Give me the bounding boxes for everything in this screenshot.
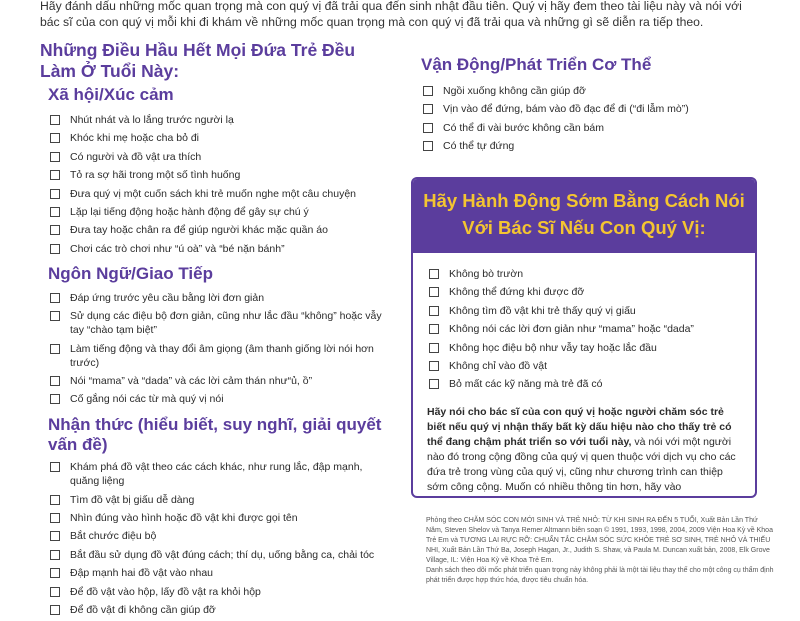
- section-cognitive: [40, 415, 385, 617]
- checklist-item-label: Tỏ ra sợ hãi trong một số tình huống: [70, 169, 241, 182]
- checklist-item: [413, 304, 755, 318]
- checkbox[interactable]: [50, 462, 60, 472]
- checkbox[interactable]: [50, 225, 60, 235]
- section-language-title: Ngôn Ngữ/Giao Tiếp: [48, 263, 213, 283]
- checkbox[interactable]: [50, 495, 60, 505]
- footnote-line-1: Phỏng theo CHĂM SÓC CON MỚI SINH VÀ TRẺ NHỎ: TỪ KHI SINH RA ĐẾN 5 TUỔI, Xuất Bản Lần Thứ Năm, Steven Shelov và Tanya Remer Altmann biên soạn © 1991, 1993, 1998, 2004, 2009 Viện Hoa Kỳ về Khoa Trẻ Em và TƯƠNG LAI RỰC RỠ: CHUẨN TẮC CHĂM SÓC SỨC KHỎE TRẺ SƠ SINH, TRẺ NHỎ VÀ THIẾU NHI, Xuất Bản Lần Thứ Ba, Joseph Hagan, Jr., Judith S. Shaw, và Paula M. Duncan xuất bản, 2008, Elk Grove Village, IL: Viện Hoa Kỳ về Khoa Trẻ Em.: [426, 517, 773, 564]
- checklist-item-label: Cố gắng nói các từ mà quý vị nói: [70, 393, 224, 406]
- checklist-item: [40, 242, 385, 256]
- checklist-item: [413, 359, 755, 373]
- checklist-item-label: Có thể tự đứng: [443, 140, 515, 153]
- checklist-item: [40, 205, 385, 219]
- checklist-item: [40, 460, 385, 488]
- checkbox[interactable]: [50, 293, 60, 303]
- checklist-item-label: Nói “mama” và “dada” và các lời cảm thán như“ủ, ồ”: [70, 374, 313, 387]
- checklist-item-label: Vịn vào để đứng, bám vào đồ đạc để đi (“đi lẫm mò”): [443, 103, 689, 116]
- checklist-item: [40, 603, 385, 617]
- footnote: [426, 516, 776, 586]
- checklist-item: [413, 139, 763, 153]
- checklist-item-label: Đáp ứng trước yêu cầu bằng lời đơn giản: [70, 291, 265, 304]
- act-early-note-mid: [550, 496, 596, 498]
- checklist-item-label: Nhìn đúng vào hình hoặc đồ vật khi được gọi tên: [70, 512, 298, 525]
- checkbox[interactable]: [429, 379, 439, 389]
- checklist-item-label: Không tìm đồ vật khi trẻ thấy quý vị giấu: [449, 304, 636, 317]
- checkbox[interactable]: [429, 306, 439, 316]
- cdc-link[interactable]: [427, 496, 550, 498]
- intro-text: [40, 0, 770, 30]
- checkbox[interactable]: [50, 152, 60, 162]
- checklist-item: [40, 493, 385, 507]
- checklist-item: [413, 341, 755, 355]
- checklist-item: [40, 113, 385, 127]
- checklist-item-label: Không học điệu bộ như vẫy tay hoặc lắc đầu: [449, 341, 657, 354]
- checkbox[interactable]: [50, 344, 60, 354]
- checklist-item-label: Để đồ vật vào hộp, lấy đồ vật ra khỏi hộp: [70, 585, 261, 598]
- checkbox[interactable]: [50, 550, 60, 560]
- checkbox[interactable]: [50, 311, 60, 321]
- cognitive-checklist: [40, 460, 385, 617]
- checkbox[interactable]: [50, 587, 60, 597]
- checkbox[interactable]: [429, 343, 439, 353]
- checkbox[interactable]: [50, 605, 60, 615]
- act-early-checklist: [413, 267, 755, 391]
- checklist-item: [40, 374, 385, 388]
- checklist-item-label: Nhút nhát và lo lắng trước người lạ: [70, 114, 234, 126]
- checkbox[interactable]: [423, 141, 433, 151]
- checklist-item-label: Có người và đồ vật ưa thích: [70, 150, 202, 163]
- checklist-item: [40, 566, 385, 580]
- section-cognitive-title: Nhận thức (hiểu biết, suy nghĩ, giải quyết vấn đề): [48, 415, 382, 455]
- checklist-item: [40, 309, 385, 337]
- checkbox[interactable]: [423, 123, 433, 133]
- checklist-item: [40, 585, 385, 599]
- checklist-item-label: Không bò trườn: [449, 268, 524, 280]
- checklist-item-label: Đưa tay hoặc chân ra để giúp người khác mặc quần áo: [70, 224, 328, 237]
- checklist-item-label: Khóc khi mẹ hoặc cha bỏ đi: [70, 132, 199, 145]
- checkbox[interactable]: [50, 394, 60, 404]
- checklist-item: [40, 150, 385, 164]
- checklist-item-label: Tìm đồ vật bị giấu dễ dàng: [70, 493, 195, 506]
- checkbox[interactable]: [50, 513, 60, 523]
- checklist-item-label: Để đồ vật đi không cần giúp đỡ: [70, 604, 216, 617]
- checkbox[interactable]: [50, 189, 60, 199]
- checklist-item: [40, 548, 385, 562]
- checklist-item: [40, 392, 385, 406]
- checkbox[interactable]: [429, 361, 439, 371]
- checklist-item: [40, 131, 385, 145]
- checklist-item-label: Có thể đi vài bước không cần bám: [443, 121, 605, 134]
- motor-checklist: [413, 84, 763, 153]
- section-social-title: Xã hội/Xúc cảm: [48, 85, 174, 104]
- footnote-line-2: Danh sách theo dõi mốc phát triển quan trọng này không phải là một tài liệu thay thế cho một công cụ thẩm định phát triển được hợp thức hóa, được tiêu chuẩn hóa.: [426, 567, 774, 584]
- checklist-item-label: Không chỉ vào đồ vật: [449, 359, 548, 372]
- checkbox[interactable]: [50, 133, 60, 143]
- checklist-item: [40, 168, 385, 182]
- checkbox[interactable]: [50, 568, 60, 578]
- checkbox[interactable]: [50, 115, 60, 125]
- checklist-item-label: Không nói các lời đơn giản như “mama” hoặc “dada”: [449, 323, 694, 336]
- checklist-item: [40, 223, 385, 237]
- checkbox[interactable]: [429, 287, 439, 297]
- checklist-item-label: Đưa quý vị một cuốn sách khi trẻ muốn nghe một câu chuyện: [70, 187, 357, 200]
- checklist-item-label: Lặp lại tiếng động hoặc hành động để gây sự chú ý: [70, 205, 309, 218]
- checklist-item-label: Không thể đứng khi được đỡ: [449, 286, 585, 299]
- checklist-item: [413, 102, 763, 116]
- checklist-item: [413, 377, 755, 391]
- checkbox[interactable]: [423, 104, 433, 114]
- left-column: [40, 40, 385, 621]
- checkbox[interactable]: [429, 269, 439, 279]
- act-early-heading: Hãy Hành Động Sớm Bằng Cách Nói Với Bác Sĩ Nếu Con Quý Vị:: [413, 179, 755, 253]
- checkbox[interactable]: [50, 531, 60, 541]
- checklist-item: [40, 511, 385, 525]
- checklist-item: [40, 529, 385, 543]
- checklist-item: [413, 322, 755, 336]
- checklist-item-label: Làm tiếng động và thay đổi âm giọng (âm thanh giống lời nói hơn trước): [70, 342, 374, 369]
- checklist-item-label: Đập mạnh hai đồ vật vào nhau: [70, 567, 214, 580]
- checklist-item-label: Sử dụng các điệu bộ đơn giản, cũng như lắc đầu “không” hoặc vẫy tay “chào tạm biệt”: [70, 310, 382, 337]
- checkbox[interactable]: [429, 324, 439, 334]
- checklist-item: [413, 121, 763, 135]
- checklist-item: [413, 285, 755, 299]
- main-heading: Những Điều Hầu Hết Mọi Đứa Trẻ Đều Làm Ở Tuổi Này:: [40, 40, 356, 81]
- cdc-phone: [427, 496, 735, 498]
- right-column: [413, 55, 763, 158]
- checklist-item: [413, 267, 755, 281]
- checkbox[interactable]: [50, 207, 60, 217]
- checklist-item: [40, 187, 385, 201]
- act-early-box: [411, 177, 757, 498]
- checklist-item-label: Bắt đầu sử dụng đồ vật đúng cách; thí dụ, uống bằng ca, chải tóc: [70, 548, 375, 561]
- intro-line-2: bác sĩ của con quý vị mỗi khi đi khám về những mốc quan trọng mà con quý vị đã trải qua và những gì sẽ diễn ra tiếp theo.: [40, 15, 704, 29]
- act-early-note: [427, 405, 741, 498]
- checkbox[interactable]: [50, 244, 60, 254]
- section-motor: [413, 55, 763, 153]
- checkbox[interactable]: [50, 170, 60, 180]
- checklist-item-label: Bắt chước điệu bộ: [70, 530, 157, 543]
- checklist-item: [40, 291, 385, 305]
- checkbox[interactable]: [423, 86, 433, 96]
- section-language: [40, 264, 385, 407]
- checklist-item-label: Khám phá đồ vật theo các cách khác, như rung lắc, đập mạnh, quăng liệng: [70, 461, 363, 488]
- section-motor-title: Vận Động/Phát Triển Cơ Thể: [421, 55, 652, 74]
- act-early-note-text: và nói với một người nào đó trong cộng đồng của quý vị quen thuộc với dịch vụ cho các đứa trẻ trong vùng của quý vị, cũng như chương trình can thiệp sớm công cộng. Muốn có nhiều thông tin hơn, hãy vào: [427, 436, 736, 494]
- checklist-item-label: Ngồi xuống không cần giúp đỡ: [443, 85, 586, 97]
- checklist-item-label: Chơi các trò chơi như “ú oà” và “bé nặn bánh”: [70, 242, 285, 255]
- social-checklist: [40, 113, 385, 256]
- act-early-note-bold: Hãy nói cho bác sĩ của con quý vị hoặc người chăm sóc trẻ biết nếu quý vị nhận thấy bất kỳ dấu hiệu nào cho thấy trẻ có thể đang chậm phát triển so với tuổi này,: [427, 406, 732, 449]
- checklist-item: [413, 84, 763, 98]
- checkbox[interactable]: [50, 376, 60, 386]
- language-checklist: [40, 291, 385, 407]
- checklist-item-label: Bỏ mất các kỹ năng mà trẻ đã có: [449, 378, 603, 391]
- checklist-item: [40, 342, 385, 370]
- section-social: [40, 85, 385, 256]
- intro-line-1: Hãy đánh dấu những mốc quan trọng mà con quý vị đã trải qua đến sinh nhật đầu tiên. Quý vị hãy đem theo tài liệu này và nói với: [40, 0, 742, 13]
